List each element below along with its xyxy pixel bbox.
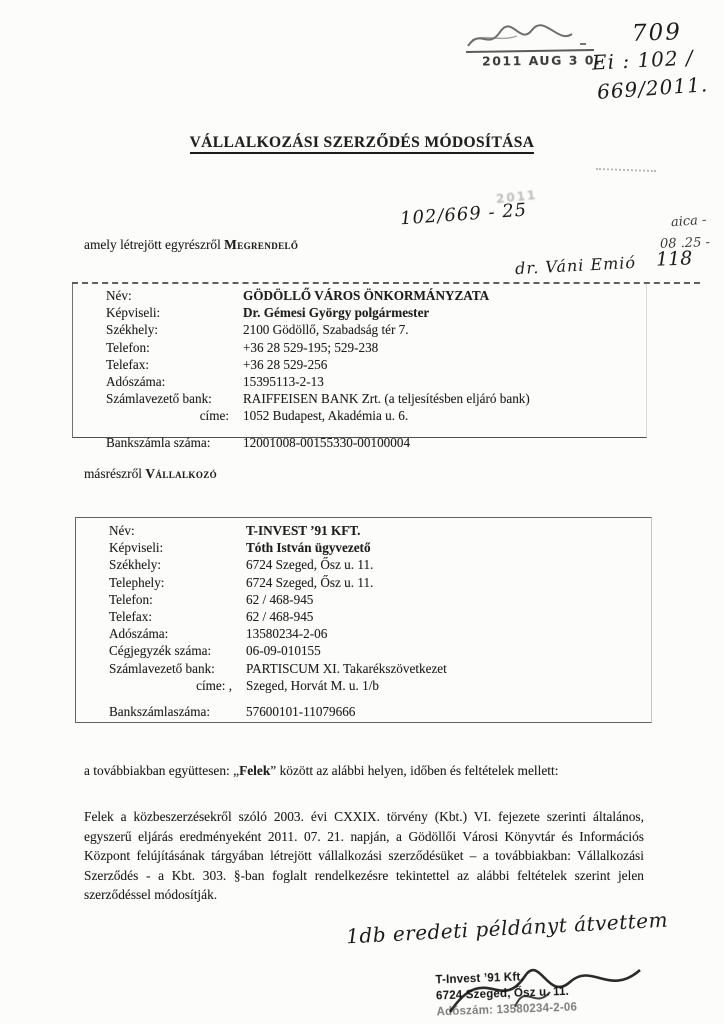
row-label: Számlavezető bank: — [109, 660, 215, 676]
signature-scribble-icon — [430, 952, 660, 1022]
intro-prefix: amely létrejött egyrészről — [84, 237, 225, 252]
table-row — [73, 287, 646, 304]
table-row — [76, 574, 651, 591]
together-felek: Felek — [239, 763, 271, 778]
vallalkozo-details-box — [75, 517, 652, 723]
table-row — [76, 522, 651, 539]
scan-artifact — [150, 395, 160, 399]
row-value: 62 / 468-945 — [246, 609, 314, 625]
table-row — [73, 321, 646, 338]
row-value: T-INVEST ’91 KFT. — [246, 523, 361, 538]
handwritten-receipt-note: 1db eredeti példányt átvettem — [345, 907, 669, 949]
row-label: Telefon: — [106, 339, 150, 355]
row-value: 6724 Szeged, Ősz u. 11. — [246, 557, 374, 573]
row-label: Név: — [106, 288, 132, 303]
page-title: VÁLLALKOZÁSI SZERZŐDÉS MÓDOSÍTÁSA — [0, 134, 724, 152]
table-row — [73, 339, 646, 356]
row-label: Adószáma: — [106, 374, 166, 390]
row-label: Bankszámla száma: — [106, 434, 211, 450]
row-label: címe: , — [196, 677, 232, 693]
company-stamp-address: 6724 Szeged, Ősz u. 11. — [435, 985, 570, 1003]
handwritten-file-ref: 102/669 - 25 — [399, 199, 528, 230]
table-row — [76, 608, 651, 625]
row-value: 13580234-2-06 — [246, 626, 328, 642]
table-row — [73, 434, 646, 451]
party-megrendelo: Megrendelő — [224, 237, 299, 252]
row-label: címe: — [199, 408, 229, 424]
row-value: Szeged, Horvát M. u. 1/b — [246, 677, 379, 693]
table-row — [76, 703, 651, 720]
scan-artifact — [596, 165, 656, 172]
handwritten-page-number: 118 — [655, 247, 693, 271]
table-row — [76, 556, 651, 573]
row-label: Adószáma: — [109, 626, 169, 642]
row-value: RAIFFEISEN BANK Zrt. (a teljesítésben eljáró bank) — [243, 391, 530, 407]
row-value: GÖDÖLLŐ VÁROS ÖNKORMÁNYZATA — [243, 288, 490, 303]
company-stamp-name: T-Invest ’91 Kft. — [435, 971, 525, 987]
intro-line — [84, 237, 298, 253]
handwritten-ref-1: Ei : 102 / — [591, 45, 695, 75]
row-label: Telephely: — [109, 574, 165, 590]
row-value: 2100 Gödöllő, Szabadság tér 7. — [243, 322, 409, 338]
row-value: 15395113-2-13 — [243, 374, 324, 390]
handwritten-note-2: 08 .25 - — [659, 235, 711, 252]
row-label: Képviseli: — [109, 540, 164, 556]
row-value: +36 28 529-195; 529-238 — [243, 339, 379, 355]
handwritten-number: 709 — [631, 19, 683, 47]
row-label: Képviseli: — [106, 305, 161, 321]
together-suffix: ” között az alábbi helyen, időben és feltételek mellett: — [270, 763, 559, 778]
handwritten-signature: dr. Váni Emió — [514, 252, 637, 279]
date-stamp: 2011 AUG 3 0. — [481, 52, 602, 69]
table-row — [76, 625, 651, 642]
faint-date-stamp: 2011 — [495, 187, 539, 207]
table-row — [76, 591, 651, 608]
table-row — [73, 407, 646, 424]
row-label: Cégjegyzék száma: — [109, 643, 212, 659]
row-value: Tóth István ügyvezető — [246, 540, 371, 556]
table-row — [73, 373, 646, 390]
table-row — [76, 539, 651, 556]
together-clause — [84, 763, 558, 779]
row-label: Székhely: — [109, 557, 162, 573]
row-label: Telefax: — [109, 609, 153, 625]
row-value: 1052 Budapest, Akadémia u. 6. — [243, 408, 409, 424]
handwritten-note-1: aica - — [670, 212, 707, 231]
megrendelo-details-box — [72, 283, 647, 450]
row-value: 57600101-11079666 — [246, 704, 356, 720]
row-label: Székhely: — [106, 322, 159, 338]
row-value: 62 / 468-945 — [246, 591, 314, 607]
table-row — [76, 677, 651, 694]
company-stamp-taxid: Adószám: 13580234-2-06 — [436, 1001, 578, 1019]
row-value: Dr. Gémesi György polgármester — [243, 305, 430, 321]
row-label: Név: — [109, 523, 135, 538]
table-row — [73, 356, 646, 373]
row-label: Bankszámlaszáma: — [109, 704, 211, 720]
party2-prefix: másrészről — [84, 466, 146, 481]
table-row — [73, 304, 646, 321]
row-value: 12001008-00155330-00100004 — [243, 434, 411, 450]
party-vallalkozo: Vállalkozó — [145, 466, 218, 481]
row-value: 6724 Szeged, Ősz u. 11. — [246, 574, 374, 590]
table-row — [76, 660, 651, 677]
body-paragraph: Felek a közbeszerzésekről szóló 2003. évi CXXIX. törvény (Kbt.) VI. fejezete szerinti általános, egyszerű eljárás eredményeként 2011. 07. 21. napján, a Gödöllői Városi Könyvtár és Információs Központ felújításának tárgyában létrejött vállalkozási szerződésüket – a továbbiakban: Vállalkozási Szerződés - a Kbt. 303. §-ban foglalt rendelkezésre tekintettel az alábbi feltételek szerint jelen szerződéssel módosítják. — [84, 809, 644, 903]
row-value: +36 28 529-256 — [243, 356, 328, 372]
row-value: PARTISCUM XI. Takarékszövetkezet — [246, 660, 447, 676]
row-label: Telefon: — [109, 591, 153, 607]
party2-line — [84, 466, 217, 482]
row-value: 06-09-010155 — [246, 643, 321, 659]
handwritten-ref-2: 669/2011. — [596, 72, 709, 104]
row-label: Számlavezető bank: — [106, 391, 212, 407]
table-row — [76, 642, 651, 659]
row-label: Telefax: — [106, 356, 150, 372]
together-prefix: a továbbiakban együttesen: „ — [84, 763, 240, 778]
